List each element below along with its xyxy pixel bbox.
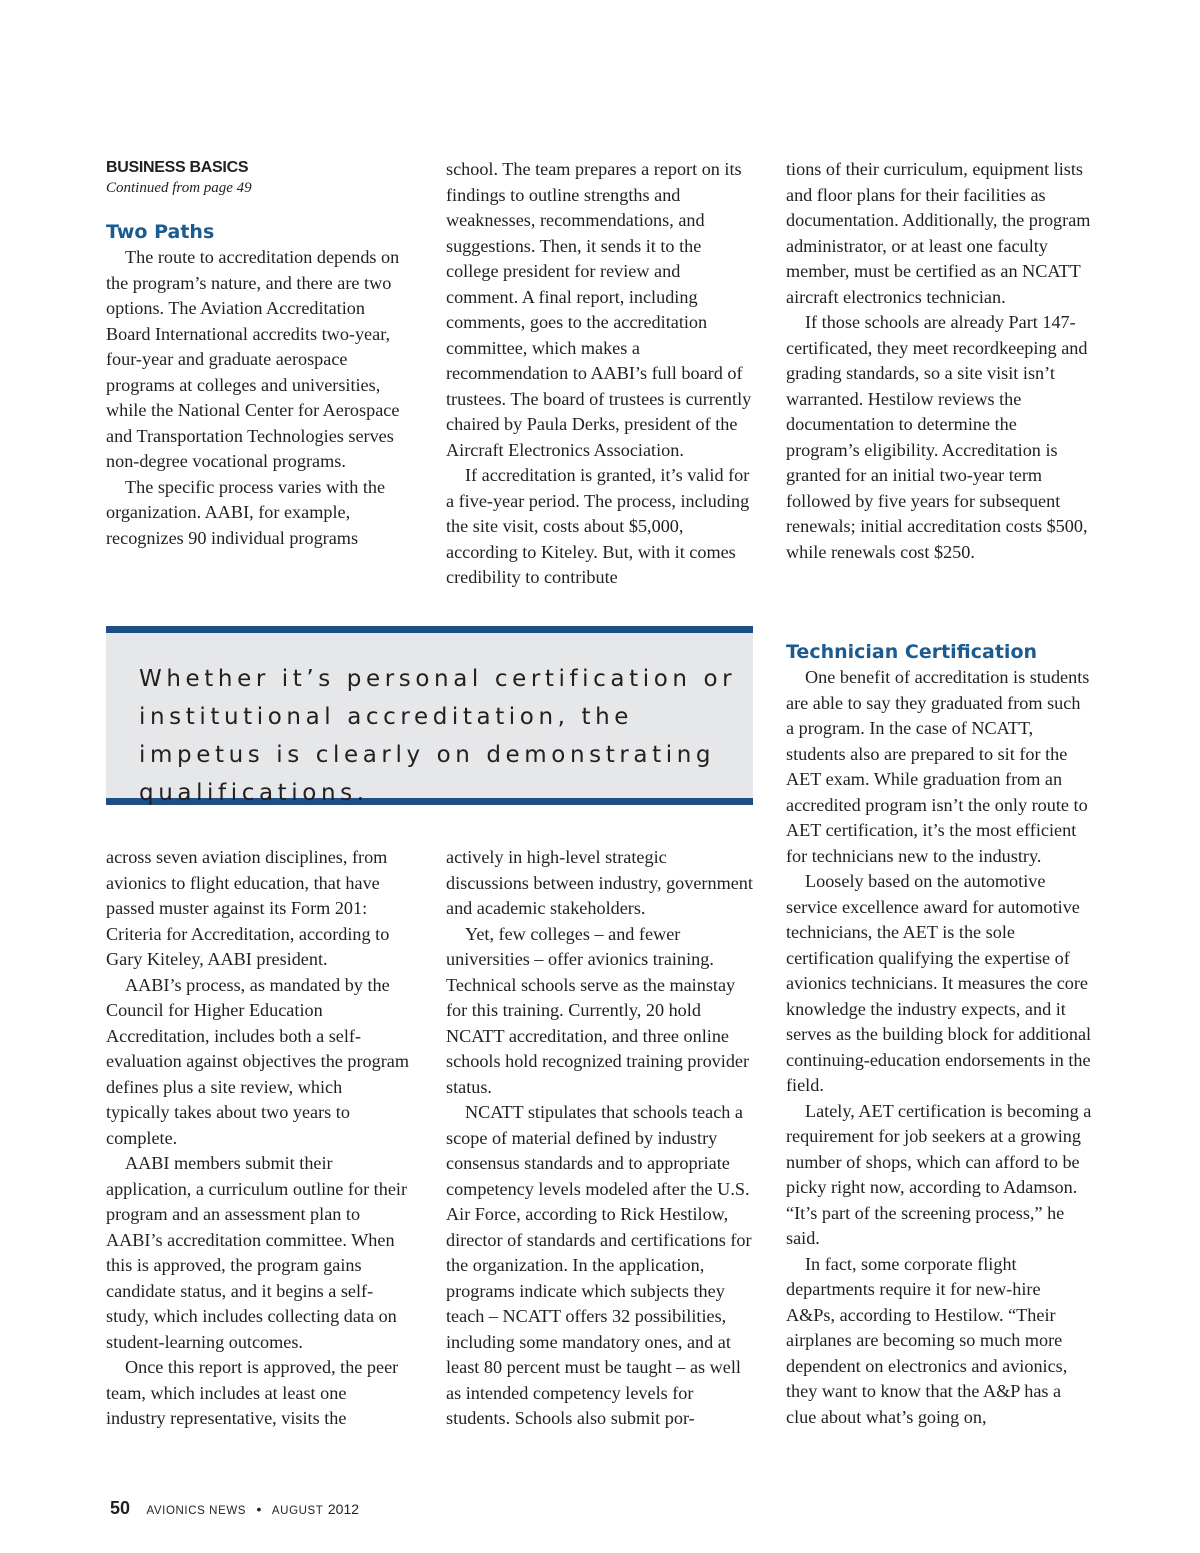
issue-month: AUGUST [271, 1505, 324, 1517]
paragraph: Once this report is approved, the peer team, which includes at least one industry representative, visits the [106, 1357, 399, 1428]
paragraph: NCATT stipulates that schools teach a scope of material defined by industry consensus standards and to appropriate competency levels modeled after the U.S. Air Force, according to Rick Hestilow, director of standards and certifications for the organization. In the application, programs indicate which subjects they teach – NCATT offers 32 possibilities, including some mandatory ones, and at least 80 percent must be taught – as well as intended competency levels for students. Schools also submit por- [446, 1102, 752, 1428]
paragraph: Lately, AET certification is becoming a requirement for job seekers at a growing number of shops, which can afford to be picky right now, according to Adamson. “It’s part of the screening process,” he said. [786, 1100, 1092, 1248]
publication-name: AVIONICS NEWS [146, 1505, 247, 1517]
column-2-bottom [446, 845, 754, 1432]
paragraph: Loosely based on the automotive service excellence award for automotive technicians, the AET is the sole certification qualifying the expertise of avionics technicians. It measures the core knowledge the industry expects, and it serves as the building block for additional continuing-education endorsements in the field. [786, 871, 1092, 1095]
paragraph: AABI members submit their application, a curriculum outline for their program and an assessment plan to AABI’s accreditation committee. When this is approved, the program gains candidate status, and it begins a self-study, which includes collecting data on student-learning outcomes. [106, 1153, 407, 1352]
pull-quote-text: Whether it’s personal certification or institutional accreditation, the impetus is clearly on demonstrating qualifications. [139, 666, 737, 806]
paragraph: tions of their curriculum, equipment lists and floor plans for their facilities as documentation. Additionally, the program administrator, or at least one faculty member, must be certified as an NCATT aircraft electronics technician. [786, 159, 1091, 307]
column-3-bottom [786, 639, 1092, 1430]
pull-quote-box [106, 626, 753, 805]
page-number: 50 [110, 1498, 131, 1518]
heading-two-paths: Two Paths [106, 221, 215, 243]
footer-bullet: • [256, 1501, 262, 1517]
paragraph: actively in high-level strategic discussions between industry, government and academic stakeholders. [446, 847, 753, 918]
paragraph: AABI’s process, as mandated by the Council for Higher Education Accreditation, includes both a self-evaluation against objectives the program defines plus a site review, which typically takes about two years to complete. [106, 974, 410, 1148]
paragraph: across seven aviation disciplines, from avionics to flight education, that have passed muster against its Form 201: Criteria for Accreditation, according to Gary Kiteley, AABI president. [106, 847, 390, 969]
paragraph: If those schools are already Part 147-certificated, they meet recordkeeping and grading standards, so a site visit isn’t warranted. Hestilow reviews the documentation to determine the program’s eligibility. Accreditation is granted for an initial two-year term followed by five years for subsequent renewals; initial accreditation costs $500, while renewals cost $250. [786, 312, 1088, 562]
page-footer [110, 1498, 359, 1522]
paragraph: In fact, some corporate flight departments require it for new-hire A&Ps, according to Hestilow. “Their airplanes are becoming so much more dependent on electronics and avionics, they want to know that the A&P has a clue about what’s going on, [786, 1253, 1068, 1427]
paragraph: Yet, few colleges – and fewer universities – offer avionics training. Technical schools serve as the mainstay for this training. Currently, 20 hold NCATT accreditation, and three online schools hold recognized training provider status. [446, 923, 750, 1097]
section-label: BUSINESS BASICS [106, 159, 249, 176]
paragraph: The specific process varies with the organization. AABI, for example, recognizes 90 individual programs [106, 476, 386, 548]
heading-technician-certification: Technician Certification [786, 641, 1038, 663]
continued-note: Continued from page 49 [106, 180, 252, 196]
column-3-top [786, 157, 1092, 565]
column-2-top [446, 157, 754, 591]
issue-year: 2012 [327, 1501, 360, 1517]
paragraph: If accreditation is granted, it’s valid for a five-year period. The process, including the site visit, costs about $5,000, according to Kiteley. But, with it comes credibility to contribute [446, 465, 750, 587]
paragraph: school. The team prepares a report on its findings to outline strengths and weaknesses, recommendations, and suggestions. Then, it sends it to the college president for review and comment. A final report, including comments, goes to the accreditation committee, which makes a recommendation to AABI’s full board of trustees. The board of trustees is currently chaired by Paula Derks, president of the Aircraft Electronics Association. [446, 159, 752, 460]
paragraph: The route to accreditation depends on the program’s nature, and there are two options. The Aviation Accreditation Board International accredits two-year, four-year and graduate aerospace programs at colleges and universities, while the National Center for Aerospace and Transportation Technologies serves non-degree vocational programs. [106, 247, 400, 471]
column-1-top [106, 158, 406, 551]
paragraph: One benefit of accreditation is students are able to say they graduated from such a program. In the case of NCATT, students also are prepared to sit for the AET exam. While graduation from an accredited program isn’t the only route to AET certification, it’s the most efficient for technicians new to the industry. [786, 667, 1090, 866]
column-1-bottom [106, 845, 410, 1432]
